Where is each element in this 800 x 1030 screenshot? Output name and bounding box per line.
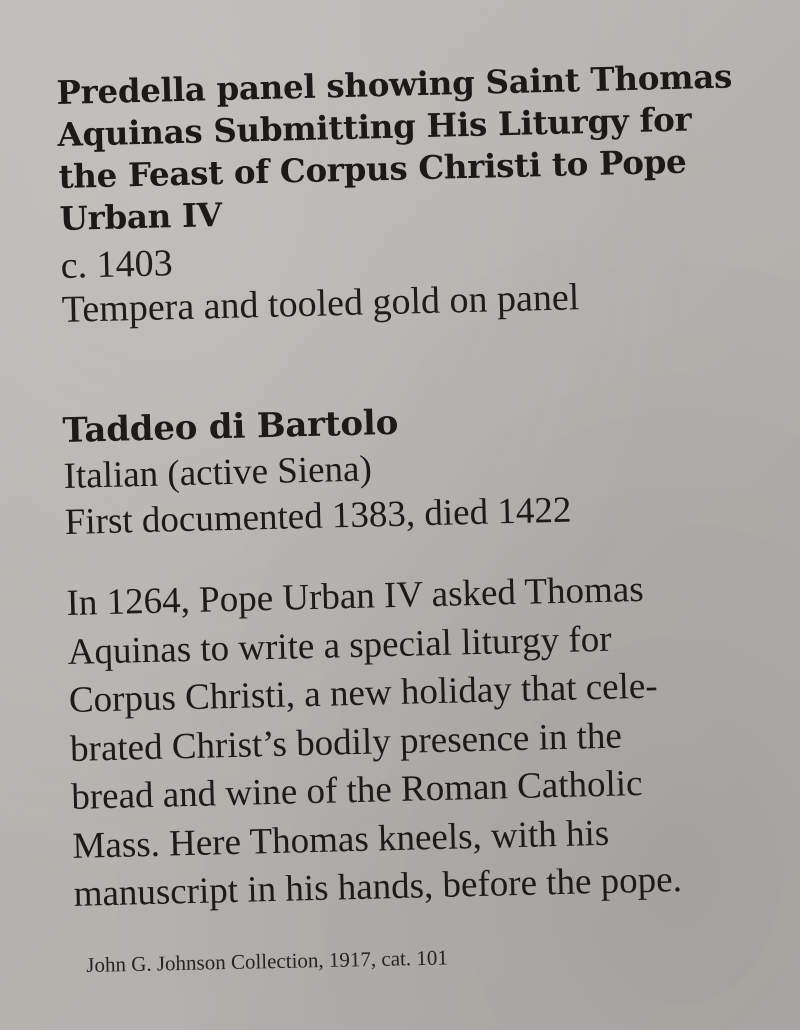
description-line: Aquinas to write a special liturgy for bbox=[67, 618, 613, 673]
description-line: bread and wine of the Roman Catholic bbox=[70, 762, 643, 818]
title-line: Urban IV bbox=[59, 194, 223, 238]
artist-info bbox=[62, 390, 785, 546]
artwork-medium: Tempera and tooled gold on panel bbox=[61, 276, 580, 331]
credit-line-block bbox=[86, 937, 800, 978]
credit-line: John G. Johnson Collection, 1917, cat. 101 bbox=[86, 945, 449, 977]
artist-life-dates: First documented 1383, died 1422 bbox=[64, 489, 572, 543]
description-line: In 1264, Pope Urban IV asked Thomas bbox=[66, 568, 645, 624]
title-line: Predella panel showing Saint Thomas bbox=[56, 56, 733, 112]
description-line: Corpus Christi, a new holiday that cele- bbox=[68, 665, 659, 721]
artist-name: Taddeo di Bartolo bbox=[62, 402, 399, 451]
artwork-date: c. 1403 bbox=[60, 242, 174, 287]
description bbox=[66, 562, 794, 919]
description-line: Mass. Here Thomas kneels, with his bbox=[71, 812, 610, 867]
artwork-title bbox=[56, 54, 780, 240]
title-line: the Feast of Corpus Christi to Pope bbox=[58, 141, 687, 196]
artwork-info bbox=[56, 54, 782, 332]
title-line: Aquinas Submitting His Liturgy for bbox=[57, 99, 692, 154]
description-line: brated Christ’s bodily presence in the bbox=[69, 714, 623, 770]
artist-nationality: Italian (active Siena) bbox=[63, 448, 373, 497]
description-line: manuscript in his hands, before the pope. bbox=[73, 859, 683, 915]
